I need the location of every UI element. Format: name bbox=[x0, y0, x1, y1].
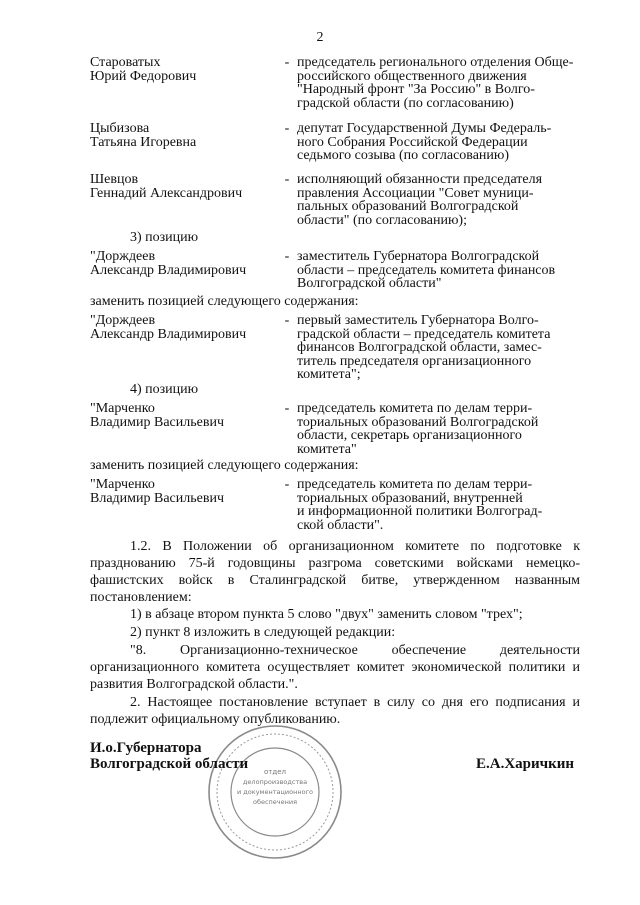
desc-line: седьмого созыва (по согласованию) bbox=[297, 148, 510, 163]
member-surname: "Марченко bbox=[90, 401, 155, 416]
member-description bbox=[297, 478, 582, 532]
desc-line: пальных образований Волгоградской bbox=[297, 199, 519, 214]
position-label: 3) позицию bbox=[130, 230, 199, 245]
member-description bbox=[297, 56, 582, 110]
paragraph-1-2: 1.2. В Положении об организационном комитете по подготовке к празднованию 75-й годовщины разгрома советскими войсками немецко-фашистских войск в Сталинградской битве, утвержденном названным постановлением: bbox=[90, 539, 580, 605]
member-name bbox=[90, 314, 280, 341]
member-name bbox=[90, 478, 280, 505]
signatory-title-line: И.о.Губернатора bbox=[90, 740, 202, 756]
position-label: 4) позицию bbox=[130, 382, 199, 397]
desc-line: градской области – председатель комитета bbox=[297, 326, 551, 342]
stamp-line: отдел bbox=[264, 768, 286, 776]
dash: - bbox=[284, 249, 290, 264]
member-surname: Цыбизова bbox=[90, 121, 150, 136]
desc-line: исполняющий обязанности председателя bbox=[297, 172, 543, 187]
dash: - bbox=[284, 121, 290, 136]
member-surname: "Дорждеев bbox=[90, 313, 156, 328]
member-name bbox=[90, 250, 280, 277]
desc-line: области – председатель комитета финансов bbox=[297, 262, 556, 278]
dash: - bbox=[284, 313, 290, 328]
desc-line: градской области (по согласованию) bbox=[297, 95, 514, 111]
member-given-name: Татьяна Игоревна bbox=[90, 134, 197, 150]
desc-line: депутат Государственной Думы Федераль- bbox=[297, 121, 552, 136]
desc-line: заместитель Губернатора Волгоградской bbox=[297, 249, 540, 264]
stamp-line: делопроизводства bbox=[242, 778, 308, 786]
desc-line: председатель комитета по делам терри- bbox=[297, 477, 533, 492]
member-given-name: Владимир Васильевич bbox=[90, 414, 224, 430]
paragraph-1-2-item-2: 2) пункт 8 изложить в следующей редакции: bbox=[130, 625, 396, 640]
dash: - bbox=[284, 401, 290, 416]
desc-line: области, секретарь организационного bbox=[297, 428, 522, 443]
member-surname: "Марченко bbox=[90, 477, 155, 492]
member-given-name: Владимир Васильевич bbox=[90, 490, 224, 506]
member-description bbox=[297, 173, 582, 227]
member-surname: Шевцов bbox=[90, 172, 139, 187]
paragraph-1-2-item-1: 1) в абзаце втором пункта 5 слово "двух" заменить словом "трех"; bbox=[130, 607, 523, 622]
replace-label: заменить позицией следующего содержания: bbox=[90, 294, 359, 309]
desc-line: комитета"; bbox=[297, 367, 361, 382]
member-description bbox=[297, 250, 582, 291]
replace-label: заменить позицией следующего содержания: bbox=[90, 458, 359, 473]
desc-line: и информационной политики Волгоград- bbox=[297, 504, 543, 519]
desc-line: ториальных образований, внутренней bbox=[297, 490, 523, 506]
member-given-name: Александр Владимирович bbox=[90, 262, 247, 278]
signatory-title bbox=[90, 740, 248, 772]
desc-line: первый заместитель Губернатора Волго- bbox=[297, 313, 539, 328]
paragraph-8: "8. Организационно-техническое обеспечение деятельности организационного комитета осуществляет комитет экономической политики и развития Волгоградской области.". bbox=[90, 643, 580, 692]
stamp-line: обеспечения bbox=[252, 798, 298, 806]
member-description bbox=[297, 314, 582, 382]
member-given-name: Геннадий Александрович bbox=[90, 185, 243, 201]
member-given-name: Юрий Федорович bbox=[90, 68, 197, 84]
stamp-line: и документационного bbox=[237, 788, 313, 796]
signatory-title-line: Волгоградской области bbox=[90, 756, 249, 772]
member-name bbox=[90, 173, 280, 200]
dash: - bbox=[284, 477, 290, 492]
member-given-name: Александр Владимирович bbox=[90, 326, 247, 342]
member-surname: Староватых bbox=[90, 55, 161, 70]
page-number: 2 bbox=[316, 30, 324, 45]
member-name bbox=[90, 56, 280, 83]
desc-line: "Народный фронт "За Россию" в Волго- bbox=[297, 82, 535, 97]
desc-line: российского общественного движения bbox=[297, 68, 527, 84]
member-description bbox=[297, 402, 582, 456]
paragraph-2: 2. Настоящее постановление вступает в силу со дня его подписания и подлежит официальному опубликованию. bbox=[90, 695, 580, 727]
member-name bbox=[90, 122, 280, 149]
member-name bbox=[90, 402, 280, 429]
member-description bbox=[297, 122, 582, 163]
dash: - bbox=[284, 55, 290, 70]
desc-line: правления Ассоциации "Совет муници- bbox=[297, 185, 534, 201]
desc-line: председатель комитета по делам терри- bbox=[297, 401, 533, 416]
desc-line: финансов Волгоградской области, замес- bbox=[297, 340, 542, 355]
desc-line: титель председателя организационного bbox=[297, 353, 532, 369]
desc-line: области" (по согласованию); bbox=[297, 212, 467, 228]
desc-line: Волгоградской области" bbox=[297, 276, 442, 291]
desc-line: комитета" bbox=[297, 441, 357, 457]
desc-line: ного Собрания Российской Федерации bbox=[297, 134, 528, 150]
desc-line: председатель регионального отделения Обще- bbox=[297, 55, 574, 70]
member-surname: "Дорждеев bbox=[90, 249, 156, 264]
desc-line: ской области". bbox=[297, 517, 384, 533]
desc-line: ториальных образований Волгоградской bbox=[297, 414, 539, 430]
dash: - bbox=[284, 172, 290, 187]
signatory-name: Е.А.Харичкин bbox=[476, 756, 575, 772]
